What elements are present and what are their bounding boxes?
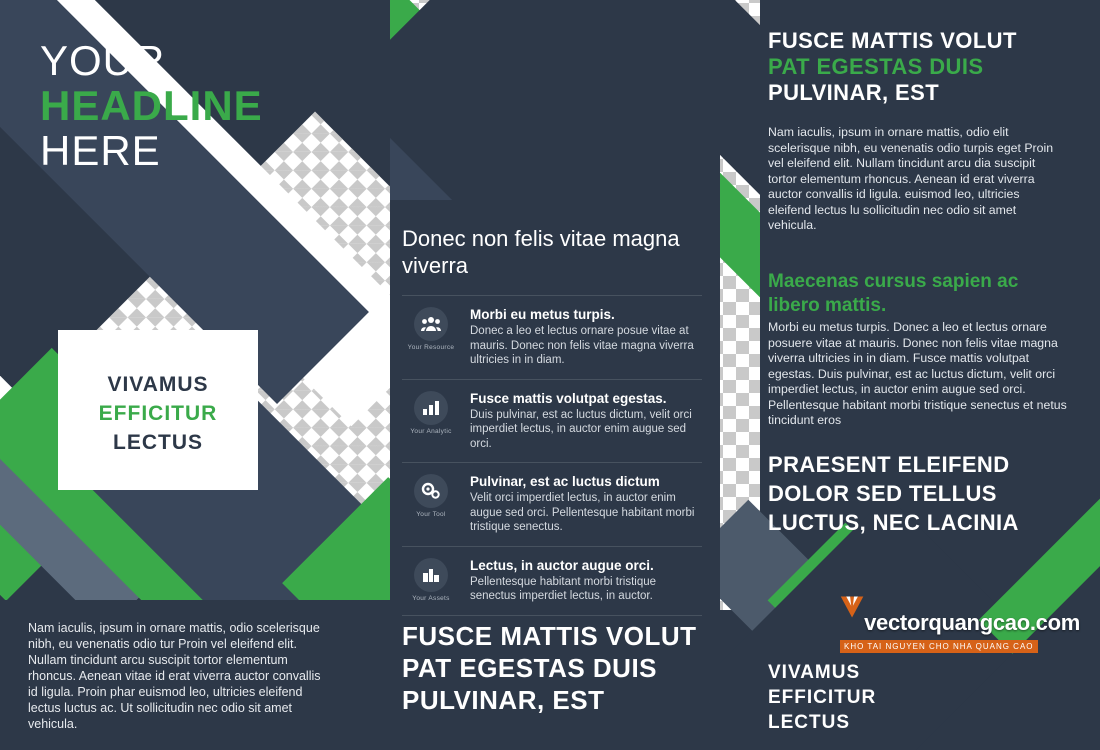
diamond-card-line-1: VIVAMUS: [107, 373, 209, 396]
feature-icon-group: [402, 474, 460, 535]
feature-text: Donec a leo et lectus ornare posue vitae at mauris. Donec non felis vitae magna viverra ultricies in in diam.: [470, 325, 694, 366]
diamond-card-line-2: EFFICITUR: [98, 402, 218, 425]
feature-text: Velit orci imperdiet lectus, in auctor enim augue sed orci. Pellentesque habitant morbi tristique senectus.: [470, 492, 695, 533]
feature-body: [470, 391, 702, 452]
feature-body: [470, 558, 702, 604]
right-title-line-2: PAT EGESTAS DUIS: [768, 54, 984, 79]
feature-heading: Fusce mattis volutpat egestas.: [470, 390, 667, 406]
right-subhead: Maecenas cursus sapien ac libero mattis.: [768, 271, 1019, 316]
middle-title: Donec non felis vitae magna viverra: [402, 226, 680, 278]
feature-icon-group: [402, 558, 460, 604]
headline-line-1: YOUR: [40, 37, 166, 84]
right-bottom-line-2: EFFICITUR: [768, 687, 877, 708]
feature-heading: Lectus, in auctor augue orci.: [470, 557, 654, 573]
panel-left: [0, 0, 390, 750]
feature-item[interactable]: [402, 463, 702, 547]
feature-caption: Your Tool: [416, 511, 446, 518]
gears-icon: [414, 474, 448, 508]
right-bottom-line-1: VIVAMUS: [768, 662, 861, 683]
right-body-1: Nam iaculis, ipsum in ornare mattis, odio elit scelerisque nibh, eu venenatis odio turpis eget Proin vel eleifend elit. Nullam tincidunt arcu dia suscipit tortor elementum rhoncus. Aenean id erat viverra auctor convallis id ligula. euismod leo, ultricies eleifend lectus lu sollicitudin nec odio sit amet vehicula.: [768, 125, 1054, 232]
people-icon: [414, 307, 448, 341]
watermark: [840, 578, 1080, 654]
feature-text: Duis pulvinar, est ac luctus dictum, velit orci imperdiet lectus, in auctor enim augue sed orci.: [470, 408, 692, 450]
headline-line-2: HEADLINE: [40, 82, 263, 129]
left-diamond-card: [58, 330, 258, 490]
feature-caption: Your Analytic: [410, 427, 452, 435]
right-footer-line-2: DOLOR SED TELLUS: [768, 481, 997, 506]
diamond-card-line-3: LECTUS: [113, 431, 203, 454]
right-body-2: Morbi eu metus turpis. Donec a leo et lectus ornare posuere vitae at mauris. Donec non felis vitae magna viverra ultricies in in diam. Fusce mattis volutpat egestas. Duis pulvinar, est ac luctus dictum, velit orci imperdiet lectus, in auctor enim augue sed orci. Pellentesque habitant morbi tristique senectus et netus tincidunt eros: [768, 320, 1067, 427]
watermark-subtext: KHO TAI NGUYEN CHO NHA QUANG CAO: [840, 640, 1038, 653]
bar-chart-icon: [414, 391, 448, 425]
left-headline: [40, 38, 263, 173]
feature-list: [402, 295, 702, 616]
feature-icon-group: [402, 307, 460, 368]
feature-heading: Pulvinar, est ac luctus dictum: [470, 474, 660, 489]
right-bottom-line-3: LECTUS: [768, 712, 850, 733]
feature-caption: Your Assets: [412, 594, 450, 602]
left-body-text: Nam iaculis, ipsum in ornare mattis, odio scelerisque nibh, eu venenatis odio tur Proin vel eleifend elit. Nullam tincidunt arcu suscipit tortor elementum rhoncus. Aenean vitae id erat viverra auctor convallis id ligula. Proin phar euismod leo, ultricies eleifend lectus luctus ac. Ut sollicitudin nec odio sit amet vehicula.: [28, 621, 321, 731]
diamond-card-text: [58, 370, 258, 457]
headline-line-3: HERE: [40, 127, 161, 174]
vector-logo-icon: [840, 578, 864, 636]
feature-body: [470, 307, 702, 368]
watermark-row: [840, 578, 1080, 636]
middle-footer-line-2: PAT EGESTAS DUIS: [402, 653, 658, 683]
watermark-text: vectorquangcao.com: [864, 610, 1080, 635]
panel-middle: [390, 0, 720, 750]
right-footer-line-1: PRAESENT ELEIFEND: [768, 452, 1010, 477]
middle-footer-line-1: FUSCE MATTIS VOLUT: [402, 621, 697, 651]
right-title-line-3: PULVINAR, EST: [768, 80, 940, 105]
right-footer-line-3: LUCTUS, NEC LACINIA: [768, 510, 1019, 535]
feature-text: Pellentesque habitant morbi tristique senectus imperdiet lectus, in auctor.: [470, 575, 657, 602]
feature-heading: Morbi eu metus turpis.: [470, 307, 615, 322]
right-bottom-block: [768, 660, 1068, 735]
feature-item[interactable]: [402, 380, 702, 464]
right-title: [768, 28, 1068, 106]
right-footer: [768, 450, 1088, 537]
feature-icon-group: [402, 391, 460, 452]
right-title-line-1: FUSCE MATTIS VOLUT: [768, 28, 1017, 53]
buildings-icon: [414, 558, 448, 592]
feature-body: [470, 474, 702, 535]
feature-item[interactable]: [402, 295, 702, 380]
middle-footer-line-3: PULVINAR, EST: [402, 685, 605, 715]
feature-item[interactable]: [402, 547, 702, 616]
feature-caption: Your Resource: [407, 344, 455, 351]
middle-footer: [402, 620, 712, 716]
